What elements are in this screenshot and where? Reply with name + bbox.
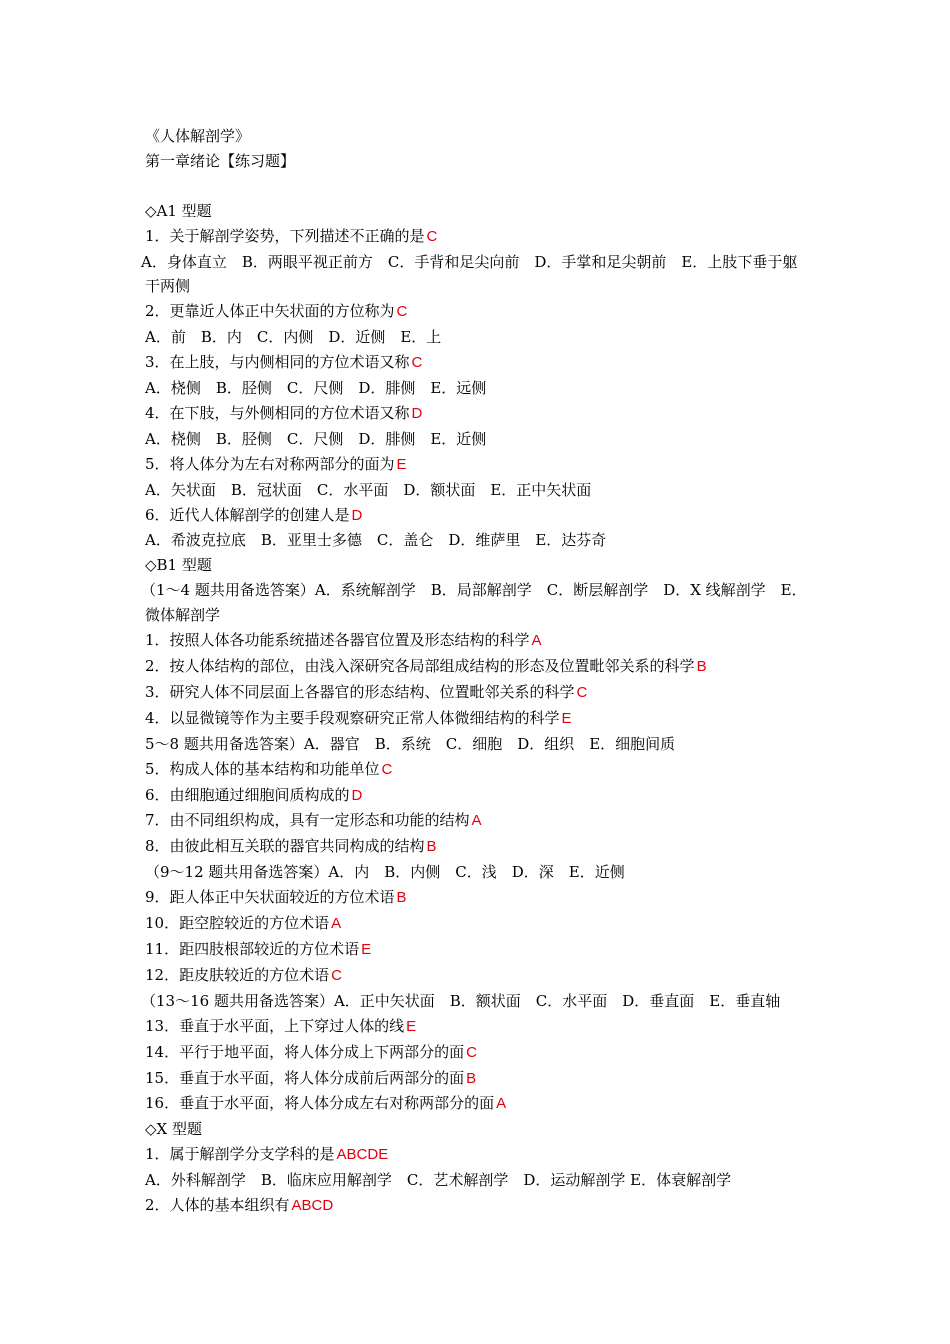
question-text: 15．垂直于水平面，将人体分成前后两部分的面	[145, 1068, 465, 1087]
question-b1-11	[145, 937, 810, 963]
options-a1-1: A．身体直立 B．两眼平视正前方 C．手背和足尖向前 D．手掌和足尖朝前 E．上肢下垂于躯干两侧	[141, 252, 798, 296]
blank-line	[145, 174, 810, 199]
question-text: 2．更靠近人体正中矢状面的方位称为	[145, 302, 395, 321]
question-text: 3．在上肢，与内侧相同的方位术语又称	[145, 353, 410, 372]
answer-key: E	[561, 709, 572, 727]
group-stem-13-16: （13～16 题共用备选答案）A．正中矢状面 B．额状面 C．水平面 D．垂直面 E．垂直轴	[141, 991, 781, 1010]
options-a1-3: A．桡侧 B．胫侧 C．尺侧 D．腓侧 E．远侧	[145, 379, 487, 398]
answer-key: B	[696, 658, 707, 676]
answer-key: C	[466, 1043, 477, 1061]
group-stem-5-8: 5～8 题共用备选答案）A．器官 B．系统 C．细胞 D．组织 E．细胞间质	[145, 734, 676, 753]
answer-key: C	[576, 683, 588, 701]
answer-key: C	[396, 303, 408, 321]
answer-key: A	[471, 812, 482, 830]
section-header-b1: ◇B1 型题	[145, 556, 212, 575]
question-b1-9	[145, 885, 810, 911]
question-text: 9．距人体正中矢状面较近的方位术语	[145, 888, 395, 907]
question-a1-6	[145, 503, 810, 529]
question-a1-3	[145, 350, 810, 376]
answer-key: C	[411, 354, 423, 372]
question-b1-6	[145, 783, 810, 809]
question-text: 5．将人体分为左右对称两部分的面为	[145, 454, 395, 473]
question-text: 10．距空腔较近的方位术语	[145, 914, 330, 933]
question-a1-1	[145, 224, 810, 250]
question-a1-5	[145, 452, 810, 478]
answer-key: ABCD	[291, 1197, 334, 1215]
chapter-title: 第一章绪论【练习题】	[145, 151, 296, 170]
question-b1-4	[145, 706, 810, 732]
question-text: 11．距四肢根部较近的方位术语	[145, 939, 360, 958]
section-header-a1: ◇A1 型题	[145, 201, 212, 220]
group-stem-9-12: （9～12 题共用备选答案）A．内 B．内侧 C．浅 D．深 E．近侧	[145, 863, 625, 882]
answer-key: E	[361, 940, 372, 958]
answer-key: E	[406, 1017, 417, 1035]
question-b1-5	[145, 757, 810, 783]
options-a1-2: A．前 B．内 C．内侧 D．近侧 E．上	[145, 328, 442, 347]
answer-key: B	[466, 1069, 477, 1087]
question-b1-12	[145, 963, 810, 989]
question-text: 1．属于解剖学分支学科的是	[145, 1145, 335, 1164]
question-b1-14	[145, 1040, 810, 1066]
question-text: 6．近代人体解剖学的创建人是	[145, 505, 350, 524]
answer-key: E	[396, 455, 407, 473]
question-b1-3	[145, 680, 810, 706]
question-text: 2．按人体结构的部位，由浅入深研究各局部组成结构的形态及位置毗邻关系的科学	[145, 657, 695, 676]
answer-key: C	[426, 227, 438, 245]
question-x-2	[145, 1193, 810, 1219]
question-b1-16	[145, 1091, 810, 1117]
question-text: 7．由不同组织构成，具有一定形态和功能的结构	[145, 811, 470, 830]
question-text: 8．由彼此相互关联的器官共同构成的结构	[145, 837, 425, 856]
answer-key: C	[381, 760, 393, 778]
question-a1-4	[145, 401, 810, 427]
answer-key: ABCDE	[336, 1146, 389, 1164]
answer-key: B	[396, 889, 407, 907]
options-x-1: A．外科解剖学 B．临床应用解剖学 C．艺术解剖学 D．运动解剖学 E．体衰解剖学	[145, 1171, 732, 1190]
group-stem-1-4: （1～4 题共用备选答案）A．系统解剖学 B．局部解剖学 C．断层解剖学 D．X 线解剖学 E．微体解剖学	[141, 581, 807, 625]
question-text: 13．垂直于水平面，上下穿过人体的线	[145, 1016, 405, 1035]
question-text: 5．构成人体的基本结构和功能单位	[145, 759, 380, 778]
question-b1-7	[145, 808, 810, 834]
question-b1-15	[145, 1066, 810, 1092]
section-header-x: ◇X 型题	[145, 1120, 202, 1139]
answer-key: D	[351, 506, 363, 524]
question-text: 4．以显微镜等作为主要手段观察研究正常人体微细结构的科学	[145, 708, 560, 727]
question-b1-13	[145, 1014, 810, 1040]
question-b1-1	[145, 628, 810, 654]
answer-key: A	[496, 1095, 507, 1113]
answer-key: D	[351, 786, 363, 804]
question-text: 16．垂直于水平面，将人体分成左右对称两部分的面	[145, 1094, 495, 1113]
question-text: 6．由细胞通过细胞间质构成的	[145, 785, 350, 804]
answer-key: A	[331, 915, 342, 933]
answer-key: D	[411, 404, 423, 422]
question-text: 12．距皮肤较近的方位术语	[145, 965, 330, 984]
question-text: 4．在下肢，与外侧相同的方位术语又称	[145, 403, 410, 422]
answer-key: B	[426, 838, 437, 856]
options-a1-4: A．桡侧 B．胫侧 C．尺侧 D．腓侧 E．近侧	[145, 429, 487, 448]
question-text: 1．关于解剖学姿势，下列描述不正确的是	[145, 226, 425, 245]
question-b1-10	[145, 911, 810, 937]
question-text: 1．按照人体各功能系统描述各器官位置及形态结构的科学	[145, 631, 530, 650]
question-text: 2．人体的基本组织有	[145, 1196, 290, 1215]
question-text: 3．研究人体不同层面上各器官的形态结构、位置毗邻关系的科学	[145, 682, 575, 701]
question-b1-8	[145, 834, 810, 860]
answer-key: C	[331, 966, 342, 984]
document-title: 《人体解剖学》	[145, 127, 251, 145]
options-a1-5: A．矢状面 B．冠状面 C．水平面 D．额状面 E．正中矢状面	[145, 480, 592, 499]
options-a1-6: A．希波克拉底 B．亚里士多德 C．盖仑 D．维萨里 E．达芬奇	[145, 531, 607, 550]
question-text: 14．平行于地平面，将人体分成上下两部分的面	[145, 1042, 465, 1061]
question-b1-2	[145, 654, 810, 680]
question-a1-2	[145, 299, 810, 325]
question-x-1	[145, 1142, 810, 1168]
document-page	[141, 124, 810, 1219]
answer-key: A	[531, 632, 542, 650]
